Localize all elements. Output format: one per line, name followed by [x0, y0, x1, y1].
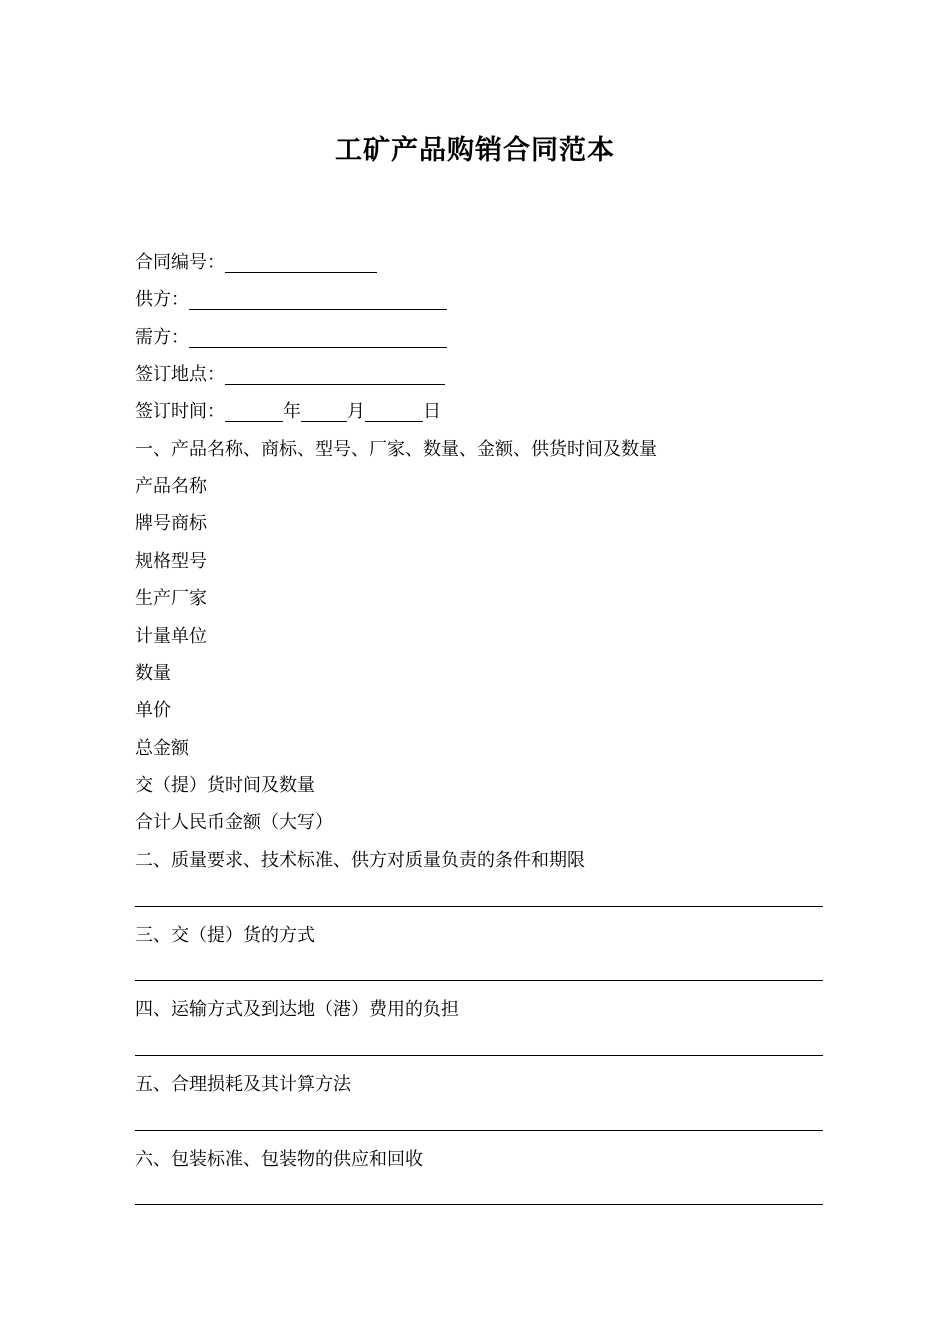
section-3-heading: 三、交（提）货的方式 — [135, 925, 315, 946]
month-label: 月 — [347, 401, 365, 422]
item-product-name: 产品名称 — [135, 476, 207, 497]
item-delivery-time: 交（提）货时间及数量 — [135, 775, 315, 796]
signing-time-label: 签订时间： — [135, 401, 225, 422]
section-6-heading: 六、包装标准、包装物的供应和回收 — [135, 1149, 423, 1170]
buyer-row — [135, 326, 447, 350]
item-quantity: 数量 — [135, 663, 171, 684]
section-2-heading: 二、质量要求、技术标准、供方对质量负责的条件和期限 — [135, 850, 585, 871]
buyer-label: 需方： — [135, 327, 189, 348]
supplier-label: 供方： — [135, 289, 189, 310]
item-unit: 计量单位 — [135, 626, 207, 647]
section-6-fill-line[interactable] — [135, 1204, 823, 1205]
section-1-heading: 一、产品名称、商标、型号、厂家、数量、金额、供货时间及数量 — [135, 439, 657, 460]
buyer-blank[interactable] — [189, 329, 447, 348]
supplier-blank[interactable] — [189, 291, 447, 310]
item-total-amount: 总金额 — [135, 738, 189, 759]
item-manufacturer: 生产厂家 — [135, 588, 207, 609]
contract-number-row — [135, 251, 377, 275]
item-spec-model: 规格型号 — [135, 551, 207, 572]
contract-number-label: 合同编号： — [135, 252, 225, 273]
section-2-fill-line[interactable] — [135, 906, 823, 907]
signing-place-label: 签订地点： — [135, 364, 225, 385]
item-brand: 牌号商标 — [135, 513, 207, 534]
section-5-fill-line[interactable] — [135, 1130, 823, 1131]
section-4-heading: 四、运输方式及到达地（港）费用的负担 — [135, 999, 459, 1020]
contract-number-blank[interactable] — [225, 254, 377, 273]
signing-place-row — [135, 363, 445, 387]
year-label: 年 — [283, 401, 301, 422]
item-unit-price: 单价 — [135, 700, 171, 721]
section-4-fill-line[interactable] — [135, 1055, 823, 1056]
year-blank[interactable] — [225, 403, 283, 422]
section-3-fill-line[interactable] — [135, 980, 823, 981]
day-label: 日 — [423, 401, 441, 422]
item-total-rmb: 合计人民币金额（大写） — [135, 812, 333, 833]
signing-time-row — [135, 400, 441, 424]
month-blank[interactable] — [301, 403, 347, 422]
signing-place-blank[interactable] — [225, 366, 445, 385]
section-5-heading: 五、合理损耗及其计算方法 — [135, 1074, 351, 1095]
day-blank[interactable] — [365, 403, 423, 422]
document-title: 工矿产品购销合同范本 — [335, 135, 615, 166]
supplier-row — [135, 288, 447, 312]
